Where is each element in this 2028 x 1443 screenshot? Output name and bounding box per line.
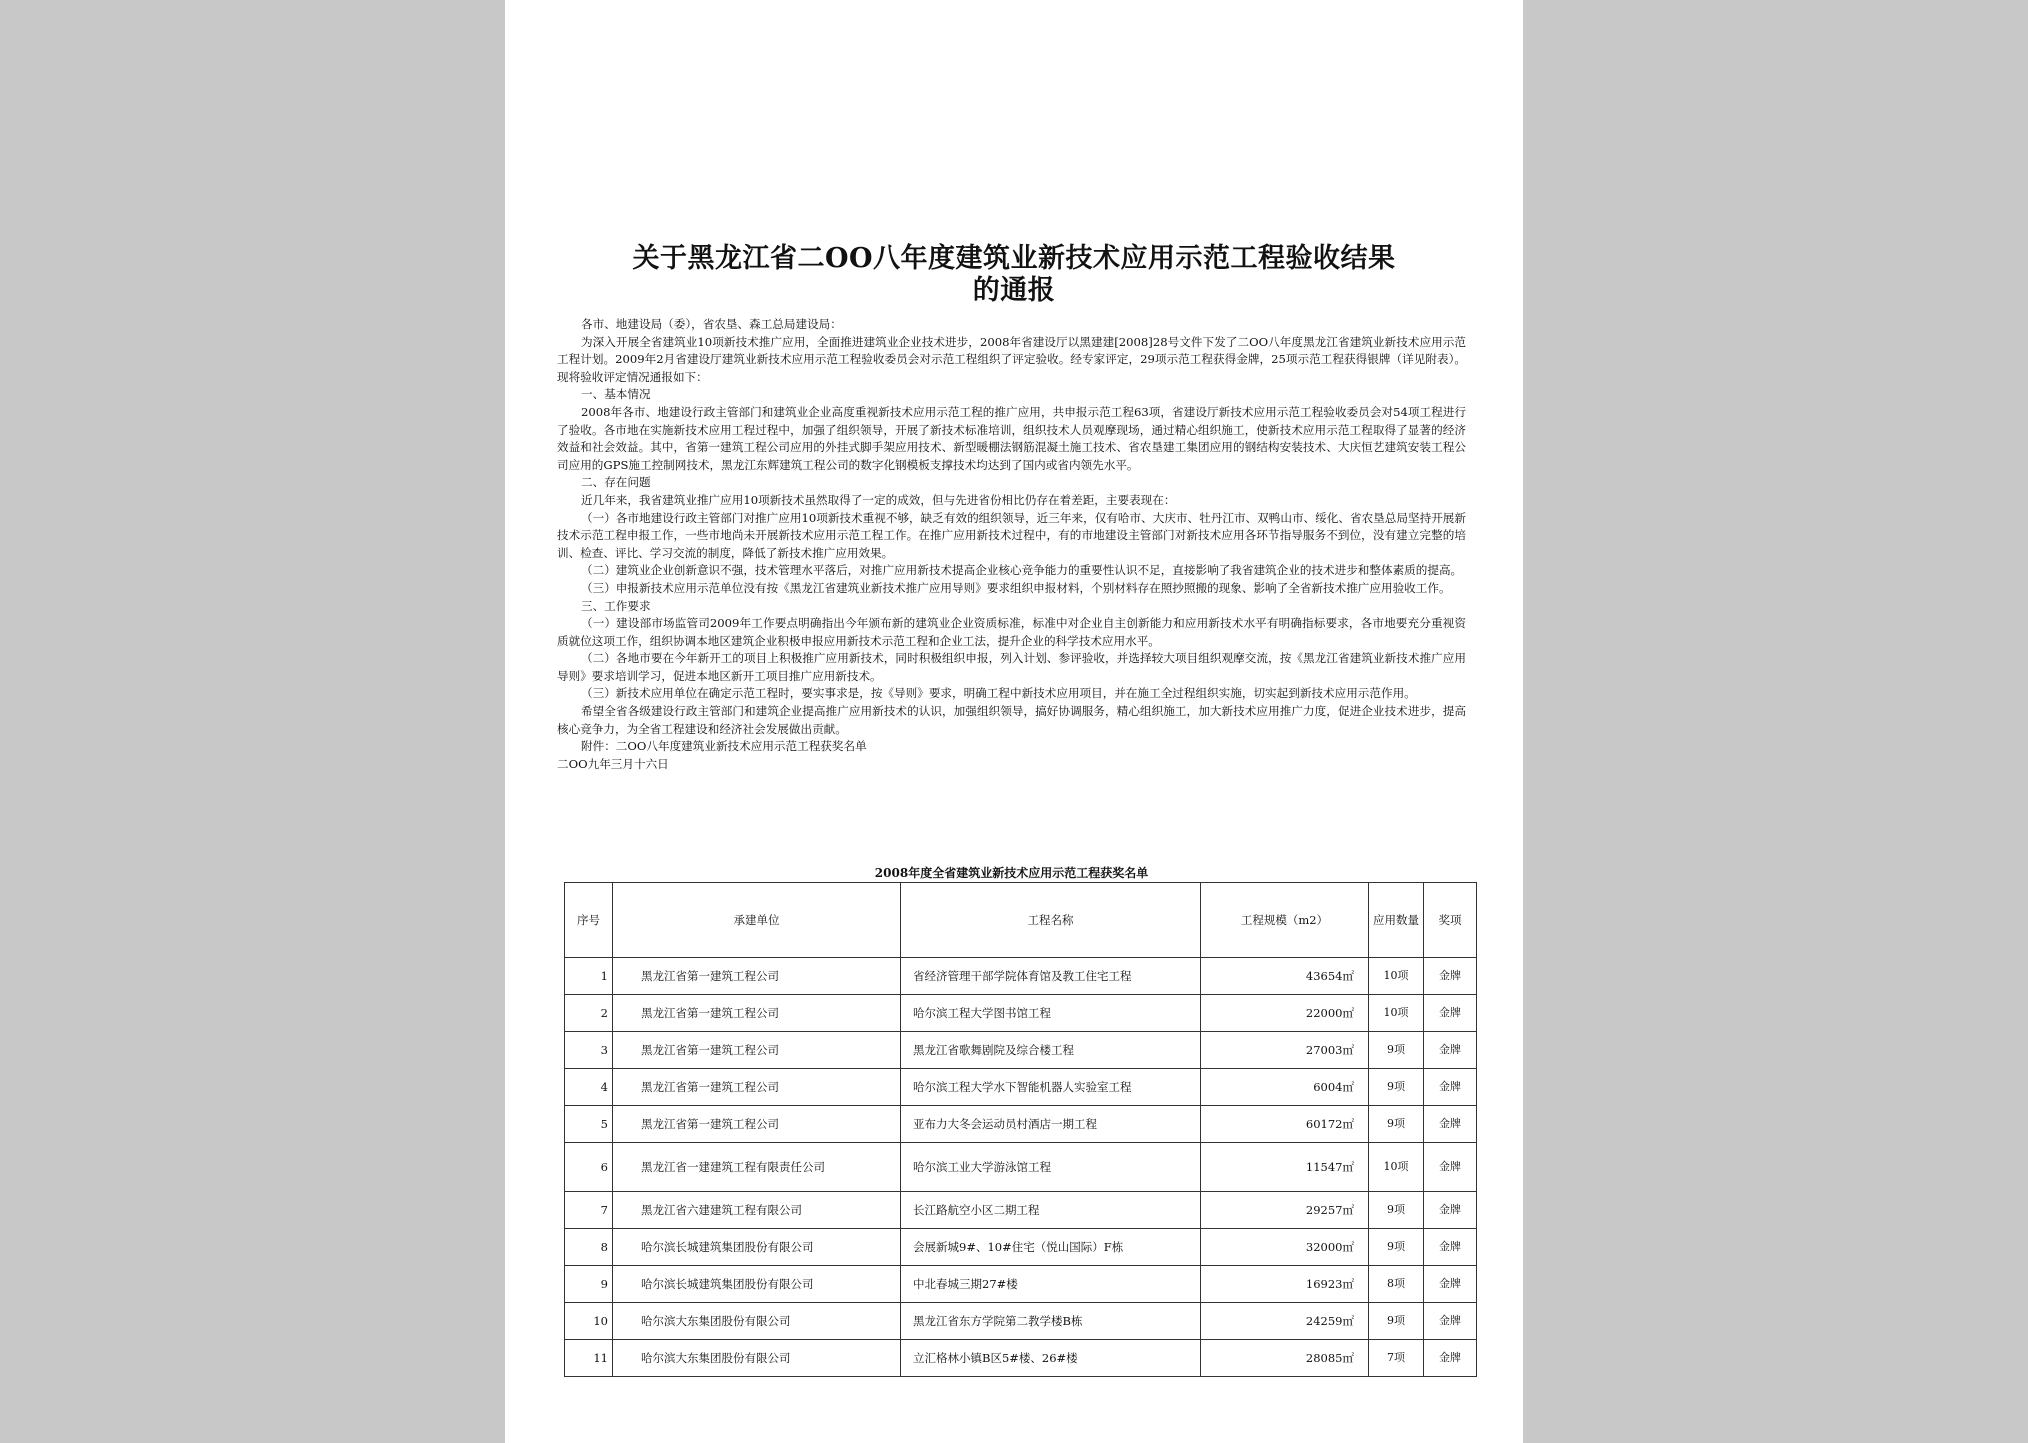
cell-award: 金牌 xyxy=(1424,995,1477,1032)
cell-project: 中北春城三期27#楼 xyxy=(901,1266,1201,1303)
header-count: 应用数量 xyxy=(1369,883,1424,958)
cell-project: 黑龙江省东方学院第二教学楼B栋 xyxy=(901,1303,1201,1340)
paragraph: （二）各地市要在今年新开工的项目上积极推广应用新技术，同时积极组织申报，列入计划、参评验收，并选择较大项目组织观摩交流，按《黑龙江省建筑业新技术推广应用导则》要求培训学习，促进本地区新开工项目推广应用新技术。 xyxy=(557,651,1466,683)
header-scale: 工程规模（m2） xyxy=(1201,883,1369,958)
cell-count: 10项 xyxy=(1369,958,1424,995)
cell-award: 金牌 xyxy=(1424,1340,1477,1377)
table-row xyxy=(565,1192,1477,1229)
cell-award: 金牌 xyxy=(1424,958,1477,995)
table-title: 2008年度全省建筑业新技术应用示范工程获奖名单 xyxy=(874,866,1149,880)
cell-no: 3 xyxy=(565,1032,613,1069)
table-row xyxy=(565,1032,1477,1069)
cell-unit: 黑龙江省第一建筑工程公司 xyxy=(613,1032,901,1069)
cell-unit: 哈尔滨长城建筑集团股份有限公司 xyxy=(613,1229,901,1266)
cell-count: 9项 xyxy=(1369,1303,1424,1340)
cell-unit: 黑龙江省第一建筑工程公司 xyxy=(613,1106,901,1143)
cell-count: 9项 xyxy=(1369,1192,1424,1229)
table-row xyxy=(565,1340,1477,1377)
cell-count: 9项 xyxy=(1369,1229,1424,1266)
header-unit: 承建单位 xyxy=(613,883,901,958)
cell-project: 会展新城9#、10#住宅（悦山国际）F栋 xyxy=(901,1229,1201,1266)
cell-no: 6 xyxy=(565,1143,613,1192)
document-page xyxy=(505,0,1523,1443)
table-row xyxy=(565,958,1477,995)
section-heading: 三、工作要求 xyxy=(581,598,651,613)
paragraph: （一）建设部市场监管司2009年工作要点明确指出今年颁布新的建筑业企业资质标准，标准中对企业自主创新能力和应用新技术水平有明确指标要求，各市地要充分重视资质就位这项工作，组织协调本地区建筑企业积极申报应用新技术示范工程和企业工法，提升企业的科学技术应用水平。 xyxy=(557,616,1466,648)
cell-no: 10 xyxy=(565,1303,613,1340)
paragraph: （三）新技术应用单位在确定示范工程时，要实事求是，按《导则》要求，明确工程中新技术应用项目，并在施工全过程组织实施，切实起到新技术应用示范作用。 xyxy=(581,686,1416,701)
cell-project: 立汇格林小镇B区5#楼、26#楼 xyxy=(901,1340,1201,1377)
paragraph: 希望全省各级建设行政主管部门和建筑企业提高推广应用新技术的认识，加强组织领导，搞好协调服务，精心组织施工，加大新技术应用推广力度，促进企业技术进步，提高核心竞争力，为全省工程建设和经济社会发展做出贡献。 xyxy=(557,704,1466,736)
cell-unit: 哈尔滨大东集团股份有限公司 xyxy=(613,1303,901,1340)
table-row xyxy=(565,1266,1477,1303)
cell-project: 哈尔滨工程大学图书馆工程 xyxy=(901,995,1201,1032)
cell-scale: 22000㎡ xyxy=(1201,995,1369,1032)
cell-count: 9项 xyxy=(1369,1069,1424,1106)
header-award: 奖项 xyxy=(1424,883,1477,958)
cell-project: 哈尔滨工程大学水下智能机器人实验室工程 xyxy=(901,1069,1201,1106)
cell-count: 8项 xyxy=(1369,1266,1424,1303)
cell-award: 金牌 xyxy=(1424,1069,1477,1106)
section-heading: 二、存在问题 xyxy=(581,475,651,490)
cell-project: 长江路航空小区二期工程 xyxy=(901,1192,1201,1229)
paragraph: （三）申报新技术应用示范单位没有按《黑龙江省建筑业新技术推广应用导则》要求组织申报材料，个别材料存在照抄照搬的现象、影响了全省新技术推广应用验收工作。 xyxy=(581,580,1451,595)
table-row xyxy=(565,1143,1477,1192)
cell-count: 9项 xyxy=(1369,1032,1424,1069)
cell-count: 9项 xyxy=(1369,1106,1424,1143)
award-table xyxy=(564,882,1477,1377)
cell-scale: 32000㎡ xyxy=(1201,1229,1369,1266)
cell-project: 黑龙江省歌舞剧院及综合楼工程 xyxy=(901,1032,1201,1069)
cell-scale: 60172㎡ xyxy=(1201,1106,1369,1143)
cell-scale: 28085㎡ xyxy=(1201,1340,1369,1377)
cell-unit: 哈尔滨大东集团股份有限公司 xyxy=(613,1340,901,1377)
cell-award: 金牌 xyxy=(1424,1192,1477,1229)
cell-count: 10项 xyxy=(1369,1143,1424,1192)
table-row xyxy=(565,1069,1477,1106)
cell-no: 4 xyxy=(565,1069,613,1106)
cell-project: 亚布力大冬会运动员村酒店一期工程 xyxy=(901,1106,1201,1143)
cell-project: 省经济管理干部学院体育馆及教工住宅工程 xyxy=(901,958,1201,995)
cell-no: 8 xyxy=(565,1229,613,1266)
title-line-2: 的通报 xyxy=(972,275,1056,306)
paragraph: （一）各市地建设行政主管部门对推广应用10项新技术重视不够，缺乏有效的组织领导，近三年来，仅有哈市、大庆市、牡丹江市、双鸭山市、绥化、省农垦总局坚持开展新技术示范工程申报工作，一些市地尚未开展新技术应用示范工程工作。在推广应用新技术过程中，有的市地建设主管部门对新技术应用各环节指导服务不到位，没有建立完整的培训、检查、评比、学习交流的制度，降低了新技术推广应用效果。 xyxy=(557,510,1466,560)
paragraph: 为深入开展全省建筑业10项新技术推广应用，全面推进建筑业企业技术进步，2008年省建设厅以黑建建[2008]28号文件下发了二OO八年度黑龙江省建筑业新技术应用示范工程计划。2009年2月省建设厅建筑业新技术应用示范工程验收委员会对示范工程组织了评定验收。经专家评定，29项示范工程获得金牌，25项示范工程获得银牌（详见附表）。现将验收评定情况通报如下： xyxy=(557,334,1466,384)
cell-no: 5 xyxy=(565,1106,613,1143)
cell-no: 7 xyxy=(565,1192,613,1229)
document-body xyxy=(557,316,1466,773)
cell-unit: 黑龙江省第一建筑工程公司 xyxy=(613,1069,901,1106)
cell-no: 2 xyxy=(565,995,613,1032)
cell-no: 1 xyxy=(565,958,613,995)
paragraph: 近几年来，我省建筑业推广应用10项新技术虽然取得了一定的成效，但与先进省份相比仍存在着差距，主要表现在： xyxy=(581,492,1176,507)
paragraph: （二）建筑业企业创新意识不强，技术管理水平落后，对推广应用新技术提高企业核心竞争能力的重要性认识不足，直接影响了我省建筑企业的技术进步和整体素质的提高。 xyxy=(581,563,1463,578)
table-header-row xyxy=(565,883,1477,958)
cell-scale: 43654㎡ xyxy=(1201,958,1369,995)
cell-no: 11 xyxy=(565,1340,613,1377)
cell-count: 7项 xyxy=(1369,1340,1424,1377)
cell-scale: 16923㎡ xyxy=(1201,1266,1369,1303)
cell-scale: 6004㎡ xyxy=(1201,1069,1369,1106)
table-row xyxy=(565,1303,1477,1340)
cell-award: 金牌 xyxy=(1424,1303,1477,1340)
header-no: 序号 xyxy=(565,883,613,958)
cell-project: 哈尔滨工业大学游泳馆工程 xyxy=(901,1143,1201,1192)
cell-count: 10项 xyxy=(1369,995,1424,1032)
cell-award: 金牌 xyxy=(1424,1266,1477,1303)
cell-unit: 黑龙江省第一建筑工程公司 xyxy=(613,958,901,995)
salutation: 各市、地建设局（委），省农垦、森工总局建设局： xyxy=(581,317,842,331)
paragraph: 2008年各市、地建设行政主管部门和建筑业企业高度重视新技术应用示范工程的推广应用，共申报示范工程63项，省建设厅新技术应用示范工程验收委员会对54项工程进行了验收。各市地在实施新技术应用工程过程中，加强了组织领导，开展了新技术标准培训，组织技术人员观摩现场，通过精心组织施工，使新技术应用示范工程取得了显著的经济效益和社会效益。其中，省第一建筑工程公司应用的外挂式脚手架应用技术、新型暖棚法钢筋混凝土施工技术、省农垦建工集团应用的钢结构安装技术、大庆恒艺建筑安装工程公司应用的GPS施工控制网技术，黑龙江东辉建筑工程公司的数字化钢模板支撑技术均达到了国内或省内领先水平。 xyxy=(557,404,1466,472)
document-title xyxy=(545,243,1483,307)
table-row xyxy=(565,1229,1477,1266)
table-row xyxy=(565,1106,1477,1143)
title-line-1: 关于黑龙江省二OO八年度建筑业新技术应用示范工程验收结果 xyxy=(632,243,1396,274)
cell-unit: 黑龙江省六建建筑工程有限公司 xyxy=(613,1192,901,1229)
cell-no: 9 xyxy=(565,1266,613,1303)
cell-scale: 24259㎡ xyxy=(1201,1303,1369,1340)
attachment-note: 附件：二OO八年度建筑业新技术应用示范工程获奖名单 xyxy=(581,739,867,754)
cell-award: 金牌 xyxy=(1424,1229,1477,1266)
header-project: 工程名称 xyxy=(901,883,1201,958)
cell-scale: 11547㎡ xyxy=(1201,1143,1369,1192)
cell-unit: 哈尔滨长城建筑集团股份有限公司 xyxy=(613,1266,901,1303)
cell-award: 金牌 xyxy=(1424,1032,1477,1069)
cell-scale: 29257㎡ xyxy=(1201,1192,1369,1229)
cell-unit: 黑龙江省第一建筑工程公司 xyxy=(613,995,901,1032)
table-row xyxy=(565,995,1477,1032)
cell-unit: 黑龙江省一建建筑工程有限责任公司 xyxy=(613,1143,901,1192)
cell-scale: 27003㎡ xyxy=(1201,1032,1369,1069)
cell-award: 金牌 xyxy=(1424,1106,1477,1143)
document-date: 二OO九年三月十六日 xyxy=(557,756,669,771)
section-heading: 一、基本情况 xyxy=(581,387,651,402)
cell-award: 金牌 xyxy=(1424,1143,1477,1192)
